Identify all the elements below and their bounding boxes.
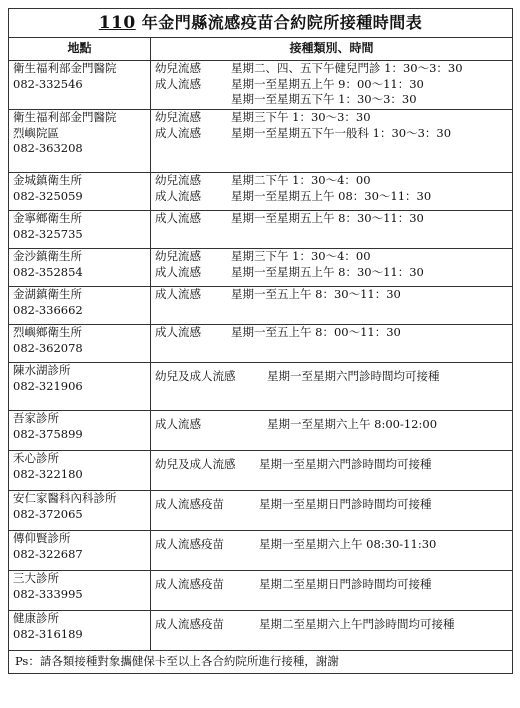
location-cell <box>9 287 151 325</box>
vaccine-category: 成人流感疫苗 <box>155 617 224 631</box>
location-cell <box>9 611 151 651</box>
phone-number: 082-372065 <box>13 506 83 521</box>
table-row <box>9 411 513 451</box>
phone-number: 082-363208 <box>13 141 83 155</box>
schedule-line <box>155 287 508 303</box>
vaccine-category: 幼兒及成人流感 <box>155 457 236 471</box>
vaccine-category: 成人流感 <box>155 211 201 225</box>
schedule-line <box>155 491 508 513</box>
phone-number: 082-325735 <box>13 226 83 241</box>
phone-number: 082-375899 <box>13 426 83 441</box>
schedule-table <box>8 8 513 674</box>
location-cell <box>9 451 151 491</box>
vaccine-category: 成人流感 <box>155 417 201 431</box>
location-name: 衛生福利部金門醫院 <box>13 110 117 124</box>
table-row <box>9 451 513 491</box>
vaccine-time: 星期三下午 1：30～4：00 <box>231 249 371 263</box>
location-name: 烈嶼鄉衛生所 <box>13 325 82 339</box>
table-row <box>9 61 513 110</box>
table-row <box>9 211 513 249</box>
schedule-cell <box>151 249 513 287</box>
location-cell <box>9 411 151 451</box>
phone-number: 082-325059 <box>13 188 83 203</box>
schedule-cell <box>151 611 513 651</box>
vaccine-time: 星期一至五上午 8：30～11：30 <box>231 287 401 301</box>
vaccine-time: 星期二下午 1：30～4：00 <box>231 173 371 187</box>
location-cell <box>9 249 151 287</box>
phone-number: 082-332546 <box>13 76 83 91</box>
location-cell <box>9 211 151 249</box>
schedule-line <box>155 363 508 385</box>
title-year: 110 <box>98 12 136 33</box>
vaccine-time: 星期一至星期五下午 1：30～3：30 <box>231 92 417 106</box>
location-cell <box>9 110 151 173</box>
schedule-line <box>155 611 508 633</box>
location-cell <box>9 61 151 110</box>
vaccine-time: 星期一至星期日門診時間均可接種 <box>259 497 432 511</box>
location-cell <box>9 325 151 363</box>
vaccine-time: 星期三下午 1：30～3：30 <box>231 110 371 124</box>
schedule-line <box>155 211 508 227</box>
schedule-line <box>155 61 508 77</box>
phone-number: 082-333995 <box>13 586 83 601</box>
schedule-cell <box>151 61 513 110</box>
location-cell <box>9 571 151 611</box>
schedule-cell <box>151 411 513 451</box>
table-title <box>9 9 513 38</box>
vaccine-category: 成人流感 <box>155 188 201 203</box>
table-row <box>9 249 513 287</box>
schedule-cell <box>151 571 513 611</box>
vaccine-time: 星期二至星期日門診時間均可接種 <box>259 577 432 591</box>
table-row <box>9 173 513 211</box>
table-row <box>9 571 513 611</box>
schedule-line <box>155 110 508 126</box>
schedule-line <box>155 173 508 189</box>
schedule-line <box>155 325 508 341</box>
vaccine-category: 幼兒及成人流感 <box>155 369 236 383</box>
location-name: 金湖鎮衛生所 <box>13 287 82 301</box>
phone-number: 082-352854 <box>13 264 83 279</box>
vaccine-category: 成人流感 <box>155 76 201 91</box>
document-page <box>8 8 512 674</box>
schedule-cell <box>151 325 513 363</box>
vaccine-time: 星期一至星期六上午 08:30-11:30 <box>259 537 437 551</box>
table-row <box>9 110 513 173</box>
vaccine-time: 星期一至星期五下午一般科 1：30～3：30 <box>231 125 452 140</box>
schedule-cell <box>151 211 513 249</box>
location-name: 禾心診所 <box>13 451 59 465</box>
vaccine-category: 幼兒流感 <box>155 61 201 75</box>
vaccine-category: 成人流感 <box>155 287 201 301</box>
location-name: 金寧鄉衛生所 <box>13 211 82 225</box>
table-row <box>9 325 513 363</box>
table-body <box>9 61 513 651</box>
location-name: 烈嶼院區 <box>13 125 59 140</box>
schedule-cell <box>151 287 513 325</box>
vaccine-time: 星期一至星期五上午 9：00～11：30 <box>231 76 424 91</box>
location-name: 吾家診所 <box>13 411 59 425</box>
location-name: 衛生福利部金門醫院 <box>13 61 117 75</box>
phone-number: 082-336662 <box>13 302 83 317</box>
header-location: 地點 <box>9 38 151 61</box>
phone-number: 082-322180 <box>13 466 83 481</box>
vaccine-time: 星期二至星期六上午門診時間均可接種 <box>259 617 455 631</box>
footer-row <box>9 651 513 674</box>
schedule-cell <box>151 363 513 411</box>
table-row <box>9 363 513 411</box>
location-cell <box>9 363 151 411</box>
location-name: 陳水湖診所 <box>13 363 71 377</box>
schedule-line <box>155 189 508 205</box>
schedule-line <box>155 411 508 433</box>
vaccine-time: 星期一至星期六上午 8:00-12:00 <box>267 417 438 431</box>
location-name: 健康診所 <box>13 611 59 625</box>
phone-number: 082-362078 <box>13 340 83 355</box>
location-cell <box>9 531 151 571</box>
vaccine-category: 幼兒流感 <box>155 173 201 187</box>
vaccine-time: 星期二、四、五下午健兒門診 1：30～3：30 <box>231 61 463 75</box>
vaccine-category: 成人流感疫苗 <box>155 497 224 511</box>
vaccine-category: 成人流感 <box>155 125 201 140</box>
schedule-cell <box>151 173 513 211</box>
phone-number: 082-321906 <box>13 378 83 393</box>
schedule-cell <box>151 531 513 571</box>
schedule-line <box>155 249 508 265</box>
vaccine-category: 成人流感疫苗 <box>155 577 224 591</box>
vaccine-category: 成人流感 <box>155 264 201 279</box>
location-name: 金城鎮衛生所 <box>13 173 82 187</box>
vaccine-time: 星期一至星期五上午 8：30～11：30 <box>231 264 424 279</box>
schedule-cell <box>151 491 513 531</box>
vaccine-category: 幼兒流感 <box>155 249 201 263</box>
table-row <box>9 287 513 325</box>
schedule-line <box>155 77 508 93</box>
schedule-line <box>155 92 508 108</box>
vaccine-category: 幼兒流感 <box>155 110 201 124</box>
schedule-cell <box>151 451 513 491</box>
schedule-line <box>155 531 508 553</box>
location-name: 三大診所 <box>13 571 59 585</box>
schedule-line <box>155 451 508 473</box>
vaccine-time: 星期一至星期六門診時間均可接種 <box>259 457 432 471</box>
table-row <box>9 531 513 571</box>
vaccine-time: 星期一至五上午 8：00～11：30 <box>231 325 401 339</box>
footer-note: Ps：請各類接種對象攜健保卡至以上各合約院所進行接種，謝謝 <box>9 651 513 674</box>
location-name: 傳仰賢診所 <box>13 531 71 545</box>
location-cell <box>9 173 151 211</box>
schedule-cell <box>151 110 513 173</box>
location-name: 金沙鎮衛生所 <box>13 249 82 263</box>
header-row <box>9 38 513 61</box>
schedule-line <box>155 571 508 593</box>
vaccine-time: 星期一至星期六門診時間均可接種 <box>267 369 440 383</box>
phone-number: 082-322687 <box>13 546 83 561</box>
vaccine-category: 成人流感 <box>155 325 201 339</box>
table-row <box>9 611 513 651</box>
vaccine-category: 成人流感疫苗 <box>155 537 224 551</box>
vaccine-time: 星期一至星期五上午 8：30～11：30 <box>231 211 424 225</box>
schedule-line <box>155 126 508 142</box>
phone-number: 082-316189 <box>13 626 83 641</box>
location-name: 安仁家醫科內科診所 <box>13 491 117 505</box>
title-row <box>9 9 513 38</box>
title-text: 年金門縣流感疫苗合約院所接種時間表 <box>135 12 423 32</box>
schedule-line <box>155 265 508 281</box>
header-schedule: 接種類別、時間 <box>151 38 513 61</box>
location-cell <box>9 491 151 531</box>
table-row <box>9 491 513 531</box>
vaccine-time: 星期一至星期五上午 08：30～11：30 <box>231 188 432 203</box>
